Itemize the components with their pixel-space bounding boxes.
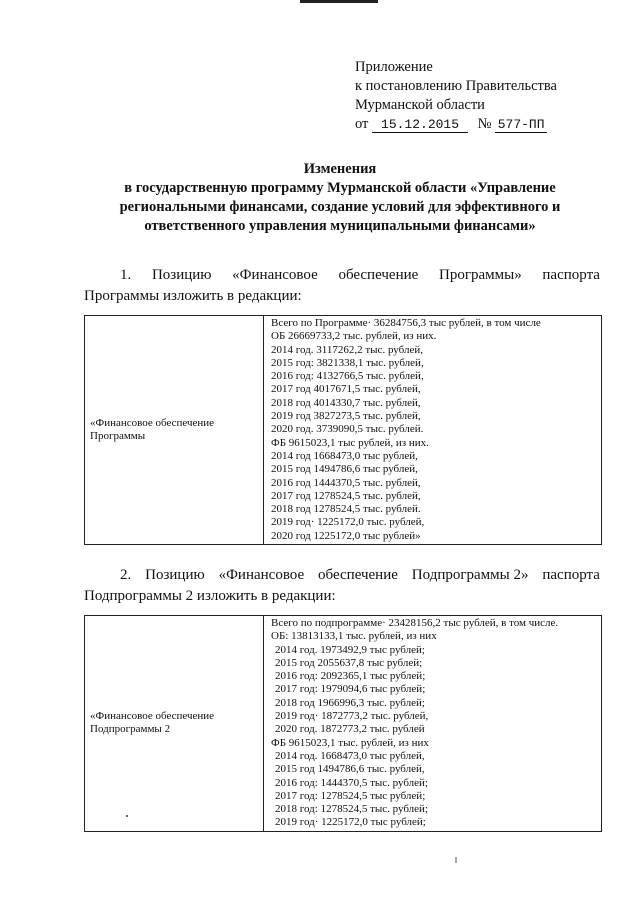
appendix-header bbox=[355, 58, 557, 134]
item-word: Позицию bbox=[145, 567, 205, 583]
item-word: Подпрограммы 2» bbox=[411, 567, 529, 583]
financing-row: 2020 год. 1872773,2 тыс. рублей bbox=[275, 723, 425, 736]
financing-row: 2014 год. 1668473,0 тыс рублей, bbox=[275, 749, 425, 762]
number-label: № bbox=[477, 116, 492, 132]
item-word: обеспечение bbox=[318, 567, 398, 583]
scan-speck bbox=[455, 857, 457, 863]
appendix-date-number bbox=[355, 115, 557, 134]
financing-row: 2014 год. 3117262,2 тыс. рублей, bbox=[271, 343, 423, 356]
financing-row: ОБ: 13813133,1 тыс. рублей, из них bbox=[271, 630, 437, 643]
financing-row: 2020 год 1225172,0 тыс рублей» bbox=[271, 529, 421, 542]
financing-row: 2017 год 1278524,5 тыс. рублей, bbox=[271, 489, 421, 502]
item-number: 2. bbox=[120, 567, 132, 583]
financing-row: 2015 год: 3821338,1 тыс. рублей, bbox=[271, 356, 424, 369]
table-label-line: Программы bbox=[90, 430, 146, 443]
title-line: региональными финансами, создание условий для эффективного и bbox=[119, 199, 561, 215]
financing-row: 2018 год 1966996,3 тыс. рублей; bbox=[275, 696, 425, 709]
from-label: от bbox=[355, 116, 369, 132]
item-word: Позицию bbox=[151, 267, 212, 283]
financing-row: 2019 год 3827273,5 тыс. рублей, bbox=[271, 410, 421, 423]
financing-row: 2019 год· 1872773,2 тыс. рублей, bbox=[275, 710, 429, 723]
financing-row: 2018 год: 1278524,5 тыс. рублей; bbox=[275, 803, 429, 816]
table-label-cell bbox=[85, 316, 264, 545]
subprogram-financing-table bbox=[84, 615, 602, 832]
table-label-cell bbox=[85, 616, 264, 832]
financing-row: 2015 год 2055637,8 тыс рублей; bbox=[275, 656, 423, 669]
financing-row: 2015 год 1494786,6 тыс. рублей, bbox=[275, 763, 425, 776]
financing-row: 2018 год 1278524,5 тыс. рублей. bbox=[271, 503, 421, 516]
financing-row: 2015 год 1494786,6 тыс рублей, bbox=[271, 463, 418, 476]
table-label-line: «Финансовое обеспечение bbox=[90, 417, 215, 430]
appendix-line: Мурманской области bbox=[355, 97, 485, 113]
resolution-date: 15.12.2015 bbox=[372, 118, 468, 133]
item-word: «Финансовое bbox=[232, 267, 318, 283]
financing-row: 2016 год: 2092365,1 тыс рублей; bbox=[275, 670, 426, 683]
table-value-cell bbox=[264, 316, 602, 545]
financing-row: 2018 год 4014330,7 тыс. рублей, bbox=[271, 396, 421, 409]
program-financing-table bbox=[84, 315, 602, 545]
table-label-line: «Финансовое обеспечение bbox=[90, 710, 215, 723]
financing-row: 2016 год: 4132766,5 тыс. рублей, bbox=[271, 370, 424, 383]
financing-row: 2017 год: 1278524,5 тыс рублей; bbox=[275, 789, 426, 802]
title-line: ответственного управления муниципальными финансами» bbox=[144, 218, 536, 234]
appendix-line: Приложение bbox=[355, 59, 433, 75]
financing-row: 2019 год· 1225172,0 тыс. рублей, bbox=[271, 516, 425, 529]
scan-speck bbox=[126, 815, 128, 817]
financing-row: 2017 год: 1979094,6 тыс рублей; bbox=[275, 683, 426, 696]
document-title bbox=[60, 160, 620, 236]
title-line: в государственную программу Мурманской области «Управление bbox=[124, 180, 556, 196]
financing-row: 2014 год. 1973492,9 тыс рублей; bbox=[275, 643, 425, 656]
financing-row: 2019 год· 1225172,0 тыс рублей; bbox=[275, 816, 426, 829]
item-word: паспорта bbox=[542, 267, 600, 283]
financing-row: 2016 год 1444370,5 тыс. рублей, bbox=[271, 476, 421, 489]
title-line: Изменения bbox=[303, 161, 377, 177]
scan-edge-mark bbox=[300, 0, 378, 3]
table-value-cell bbox=[264, 616, 602, 832]
financing-row: ФБ 9615023,1 тыс рублей, из них. bbox=[271, 436, 429, 449]
item-text-line: Подпрограммы 2 изложить в редакции: bbox=[84, 588, 336, 604]
financing-row: 2016 год: 1444370,5 тыс. рублей; bbox=[275, 776, 429, 789]
item-text-line: Программы изложить в редакции: bbox=[84, 288, 302, 304]
financing-row: ОБ 26669733,2 тыс. рублей, из них. bbox=[271, 330, 437, 343]
item-word: Программы» bbox=[438, 267, 522, 283]
appendix-line: к постановлению Правительства bbox=[355, 78, 557, 94]
financing-row: 2017 год 4017671,5 тыс. рублей, bbox=[271, 383, 421, 396]
item-word: обеспечение bbox=[338, 267, 419, 283]
resolution-number: 577-ПП bbox=[495, 118, 547, 133]
financing-row: Всего по подпрограмме· 23428156,2 тыс рублей, в том числе. bbox=[271, 617, 559, 629]
item-2-paragraph bbox=[84, 565, 600, 607]
item-word: паспорта bbox=[542, 567, 600, 583]
item-1-paragraph bbox=[84, 265, 600, 307]
financing-row: ФБ 9615023,1 тыс. рублей, из них bbox=[271, 736, 429, 749]
item-word: «Финансовое bbox=[218, 567, 305, 583]
financing-row: 2014 год 1668473,0 тыс рублей, bbox=[271, 449, 418, 462]
financing-row: 2020 год. 3739090,5 тыс. рублей. bbox=[271, 423, 424, 436]
financing-row: Всего по Программе· 36284756,3 тыс рублей, в том числе bbox=[271, 317, 541, 329]
table-label-line: Подпрограммы 2 bbox=[90, 723, 171, 736]
item-number: 1. bbox=[120, 267, 132, 283]
